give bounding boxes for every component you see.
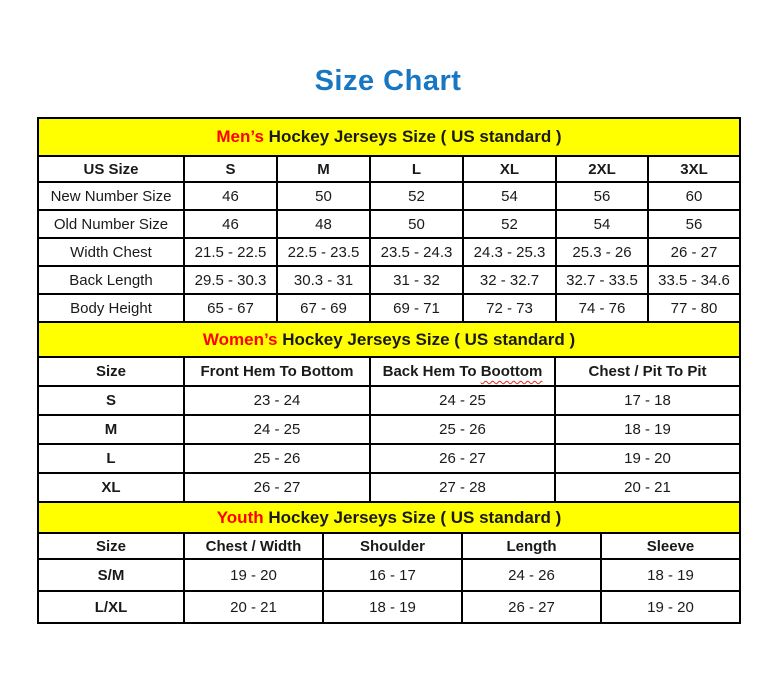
column-header [370, 357, 555, 386]
cell-value: 46 [184, 210, 277, 238]
youth-section-band [38, 502, 740, 533]
column-header: Shoulder [323, 533, 462, 559]
youth-size-table [37, 501, 741, 624]
cell-value: 20 - 21 [184, 591, 323, 623]
cell-value: 54 [556, 210, 648, 238]
row-label: S [38, 386, 184, 415]
table-row [38, 559, 740, 591]
cell-value: 52 [463, 210, 556, 238]
row-label: Width Chest [38, 238, 184, 266]
table-row [38, 182, 740, 210]
cell-value: 74 - 76 [556, 294, 648, 322]
cell-value: 24.3 - 25.3 [463, 238, 556, 266]
cell-value: 50 [277, 182, 370, 210]
mens-header-row [38, 156, 740, 182]
womens-header-row [38, 357, 740, 386]
cell-value: 72 - 73 [463, 294, 556, 322]
cell-value: 23.5 - 24.3 [370, 238, 463, 266]
cell-value: 21.5 - 22.5 [184, 238, 277, 266]
mens-section-title [38, 118, 740, 156]
column-header: Chest / Width [184, 533, 323, 559]
cell-value: 26 - 27 [462, 591, 601, 623]
row-label: Old Number Size [38, 210, 184, 238]
row-label: L/XL [38, 591, 184, 623]
column-header: Length [462, 533, 601, 559]
cell-value: 67 - 69 [277, 294, 370, 322]
table-row [38, 444, 740, 473]
table-row [38, 591, 740, 623]
cell-value: 18 - 19 [555, 415, 740, 444]
cell-value: 52 [370, 182, 463, 210]
womens-section-band [38, 322, 740, 357]
table-row [38, 238, 740, 266]
cell-value: 19 - 20 [555, 444, 740, 473]
mens-section-label-rest: Hockey Jerseys Size ( US standard ) [268, 127, 562, 146]
column-header: XL [463, 156, 556, 182]
column-header: US Size [38, 156, 184, 182]
row-label: S/M [38, 559, 184, 591]
column-header: 2XL [556, 156, 648, 182]
womens-section-title [38, 322, 740, 357]
cell-value: 29.5 - 30.3 [184, 266, 277, 294]
youth-section-label-rest: Hockey Jerseys Size ( US standard ) [268, 507, 562, 527]
cell-value: 69 - 71 [370, 294, 463, 322]
row-label: Body Height [38, 294, 184, 322]
column-header: M [277, 156, 370, 182]
column-header: 3XL [648, 156, 740, 182]
cell-value: 23 - 24 [184, 386, 370, 415]
mens-size-table [37, 117, 741, 323]
cell-value: 19 - 20 [184, 559, 323, 591]
cell-value: 30.3 - 31 [277, 266, 370, 294]
cell-value: 26 - 27 [648, 238, 740, 266]
cell-value: 65 - 67 [184, 294, 277, 322]
cell-value: 54 [463, 182, 556, 210]
row-label: Back Length [38, 266, 184, 294]
cell-value: 24 - 25 [370, 386, 555, 415]
cell-value: 27 - 28 [370, 473, 555, 502]
cell-value: 18 - 19 [323, 591, 462, 623]
column-header: Sleeve [601, 533, 740, 559]
womens-size-table [37, 321, 741, 503]
cell-value: 16 - 17 [323, 559, 462, 591]
youth-section-title [38, 502, 740, 533]
cell-value: 22.5 - 23.5 [277, 238, 370, 266]
cell-value: 18 - 19 [601, 559, 740, 591]
cell-value: 48 [277, 210, 370, 238]
column-header-text: Back Hem To [382, 363, 477, 380]
cell-value: 25 - 26 [370, 415, 555, 444]
column-header: Chest / Pit To Pit [555, 357, 740, 386]
cell-value: 25.3 - 26 [556, 238, 648, 266]
cell-value: 24 - 25 [184, 415, 370, 444]
column-header: Size [38, 357, 184, 386]
mens-section-band [38, 118, 740, 156]
womens-section-label-rest: Hockey Jerseys Size ( US standard ) [282, 329, 576, 349]
cell-value: 32 - 32.7 [463, 266, 556, 294]
cell-value: 26 - 27 [184, 473, 370, 502]
youth-section-label-highlight: Youth [216, 507, 264, 527]
cell-value: 25 - 26 [184, 444, 370, 473]
cell-value: 77 - 80 [648, 294, 740, 322]
cell-value: 46 [184, 182, 277, 210]
cell-value: 31 - 32 [370, 266, 463, 294]
table-row [38, 266, 740, 294]
cell-value: 56 [648, 210, 740, 238]
table-row [38, 210, 740, 238]
cell-value: 20 - 21 [555, 473, 740, 502]
spellcheck-squiggle-word: Boottom [480, 363, 543, 380]
table-row [38, 415, 740, 444]
table-row [38, 386, 740, 415]
size-chart-tables [37, 117, 776, 624]
cell-value: 17 - 18 [555, 386, 740, 415]
cell-value: 60 [648, 182, 740, 210]
row-label: XL [38, 473, 184, 502]
column-header: Front Hem To Bottom [184, 357, 370, 386]
row-label: L [38, 444, 184, 473]
page-title: Size Chart [314, 65, 462, 97]
table-row [38, 473, 740, 502]
cell-value: 50 [370, 210, 463, 238]
cell-value: 56 [556, 182, 648, 210]
cell-value: 19 - 20 [601, 591, 740, 623]
cell-value: 32.7 - 33.5 [556, 266, 648, 294]
row-label: M [38, 415, 184, 444]
cell-value: 33.5 - 34.6 [648, 266, 740, 294]
youth-header-row [38, 533, 740, 559]
womens-section-label-highlight: Women’s [202, 329, 278, 349]
column-header: L [370, 156, 463, 182]
column-header: S [184, 156, 277, 182]
mens-section-label-highlight: Men’s [216, 127, 264, 146]
table-row [38, 294, 740, 322]
row-label: New Number Size [38, 182, 184, 210]
cell-value: 24 - 26 [462, 559, 601, 591]
cell-value: 26 - 27 [370, 444, 555, 473]
column-header: Size [38, 533, 184, 559]
